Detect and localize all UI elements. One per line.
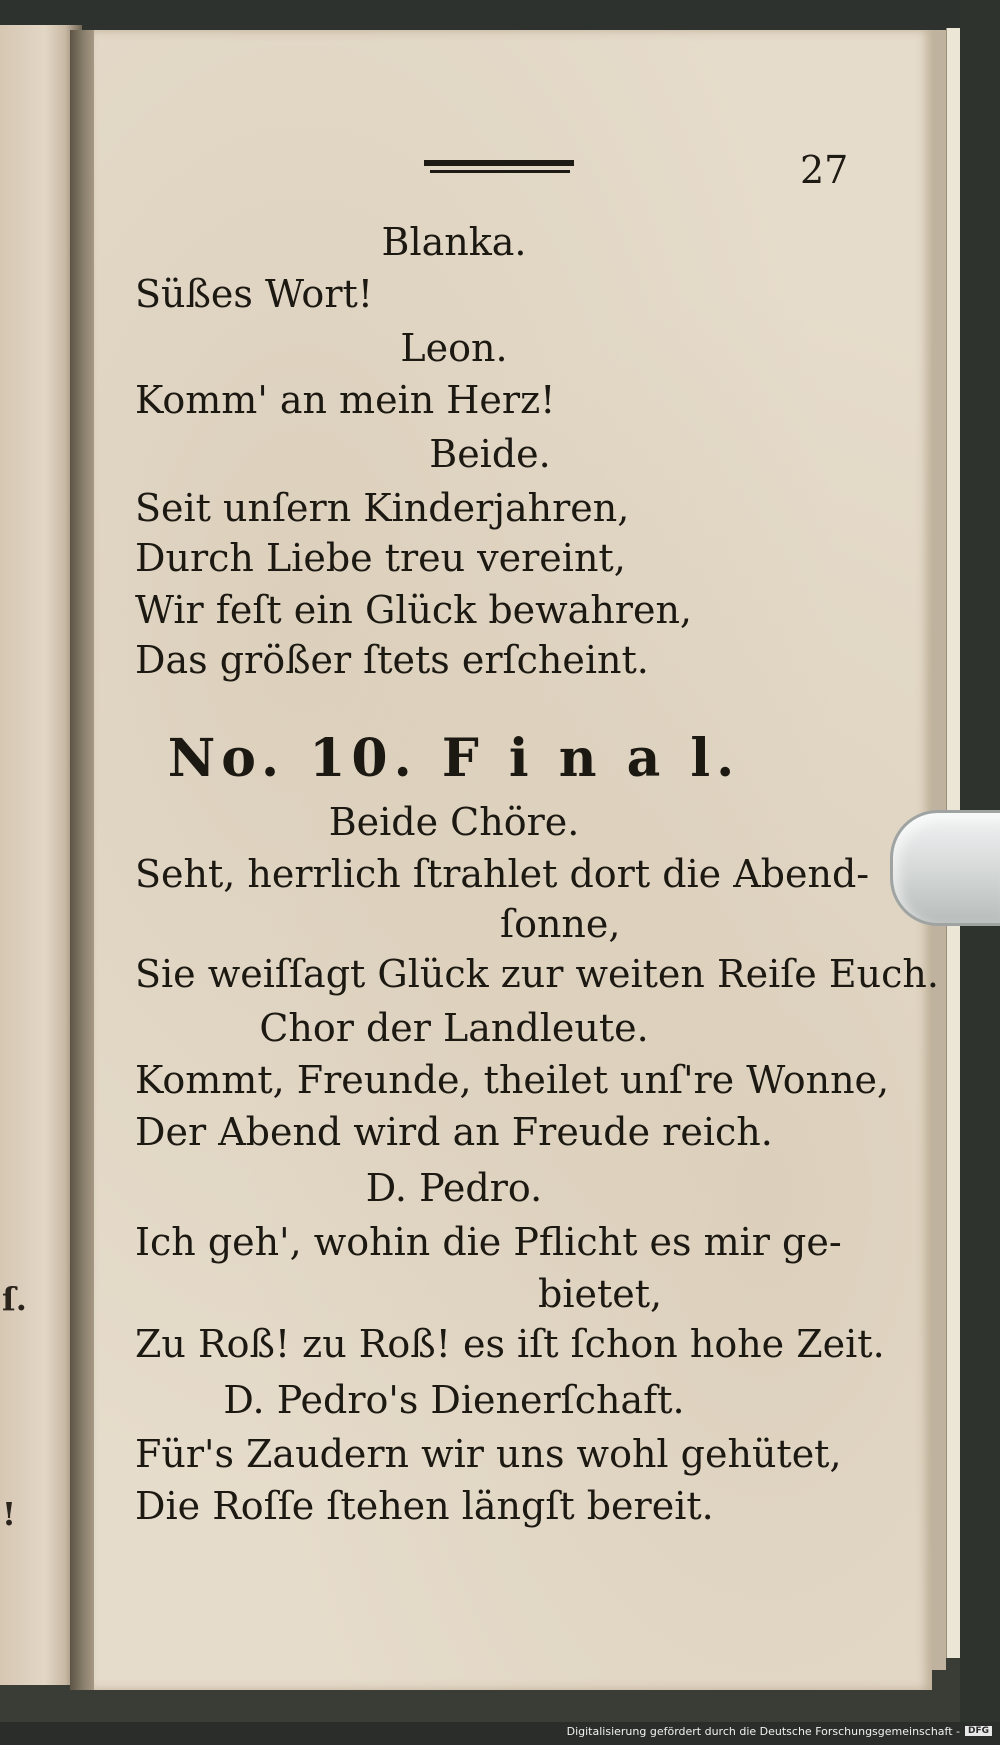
verse-line: Sie weiſſagt Glück zur weiten Reiſe Euch. [135, 952, 939, 996]
verse-line: Ich geh', wohin die Pflicht es mir ge- [135, 1220, 842, 1264]
verse-line: Kommt, Freunde, theilet unſ're Wonne, [135, 1058, 890, 1102]
header-rule-thick [424, 160, 574, 166]
verse-line-continuation: ſonne, [500, 902, 621, 946]
speaker-chor-der-landleute: Chor der Landleute. [259, 1006, 649, 1050]
speaker-beide-choere: Beide Chöre. [328, 800, 580, 844]
header-rule-thin [430, 170, 570, 173]
verse-line: Süßes Wort! [135, 272, 374, 316]
verse-line: Das größer ſtets erſcheint. [135, 638, 649, 682]
dfg-logo: DFG [965, 1726, 992, 1736]
speaker-blanka: Blanka. [381, 220, 527, 264]
speaker-leon: Leon. [400, 326, 508, 370]
verse-line-continuation: bietet, [538, 1272, 663, 1316]
verse-line: Der Abend wird an Freude reich. [135, 1110, 773, 1154]
speaker-d-pedros-dienerschaft: D. Pedro's Dienerſchaft. [223, 1378, 685, 1422]
verse-line: Seit unſern Kinderjahren, [135, 486, 630, 530]
speaker-beide: Beide. [429, 432, 551, 476]
page-holder-clip [890, 810, 1000, 926]
verse-line: Wir feſt ein Glück bewahren, [135, 588, 692, 632]
section-heading: No. 10. F i n a l. [167, 728, 741, 789]
verse-line: Für's Zaudern wir uns wohl gehütet, [135, 1432, 842, 1476]
verse-line: Komm' an mein Herz! [135, 378, 556, 422]
speaker-d-pedro: D. Pedro. [365, 1166, 543, 1210]
scan-background-top [0, 0, 1000, 30]
left-page-mark-1: ſ. [2, 1280, 27, 1318]
digitization-credit: Digitalisierung gefördert durch die Deutsche Forschungsgemeinschaft - [566, 1725, 960, 1738]
verse-line: Durch Liebe treu vereint, [135, 536, 626, 580]
verse-line: Zu Roß! zu Roß! es iſt ſchon hohe Zeit. [135, 1322, 885, 1366]
left-page-mark-2: ! [2, 1495, 17, 1533]
verse-line: Die Roſſe ſtehen längſt bereit. [135, 1484, 714, 1528]
page-number: 27 [800, 148, 849, 192]
verse-line: Seht, herrlich ſtrahlet dort die Abend- [135, 852, 870, 896]
